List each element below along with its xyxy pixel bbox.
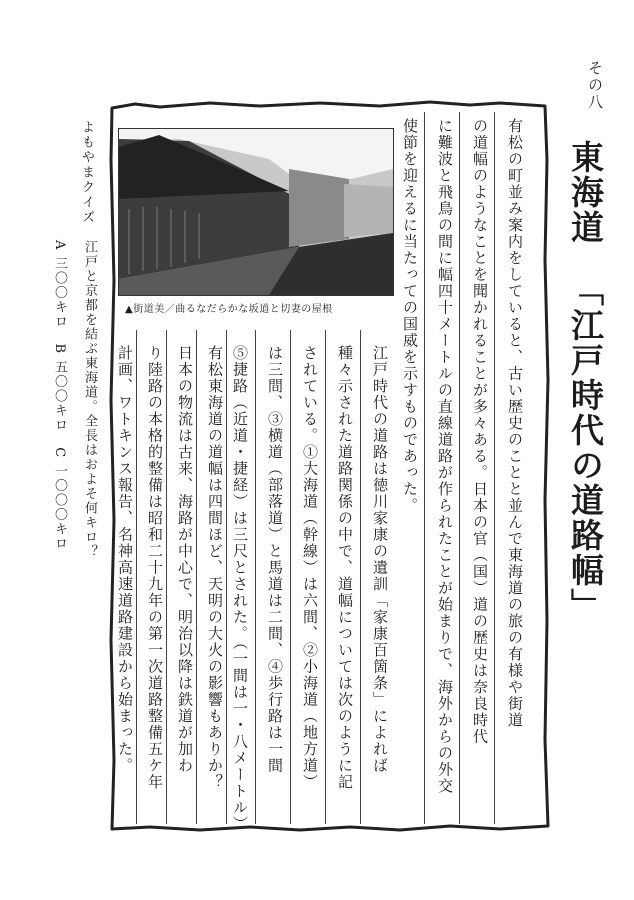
column-rule [290,330,291,824]
column-rule [494,112,495,824]
series-label: その八 [586,60,604,111]
column-rule [325,330,326,824]
body-line: は三間、③横道（部落道）と馬道は二間、④歩行路は一間 [266,345,284,774]
intro-line: 使節を迎えるに当たっての国威を示すものであった。 [401,118,419,514]
column-rule [196,330,197,824]
body-line: されている。①大海道（幹線）は六間、②小海道（地方道） [301,345,319,791]
title-main: 東海道 [566,140,605,245]
body-line: 計画、ワトキンス報告、名神高速道路建設から始まった。 [116,345,134,774]
intro-line: の道幅のようなことを聞かれることが多々ある。日本の官（国）道の歴史は奈良時代 [471,118,489,745]
body-line: ⑤捷路（近道・捷経）は三尺とされた。（一間は一・八メートル） [231,345,249,833]
body-line: 有松東海道の道幅は四間ほど、天明の大火の影響もありか？ [206,345,224,791]
street-photo [118,128,394,296]
quiz-heading: よもやまクイズ [79,120,94,225]
photo-caption: ▲街道美／曲るなだらかな坂道と切妻の屋根 [125,304,333,315]
body-line: 種々示された道路関係の中で、道幅については次のように記 [336,345,354,791]
intro-line: に難波と飛鳥の間に幅四十メートルの直線道路が作られたことが始まりで、海外からの外交 [436,118,454,795]
body-line: り陸路の本格的整備は昭和二十九年の第一次道路整備五ケ年 [146,345,164,791]
intro-line: 有松の町並み案内をしていると、古い歴史のことと並んで東海道の旅の有様や街道 [506,118,524,729]
title-sub: 「江戸時代の道路幅」 [566,272,605,623]
column-rule [255,330,256,824]
column-rule [459,112,460,824]
quiz-question: 江戸と京都を結ぶ東海道。全長はおよそ何キロ？ [82,240,97,559]
quiz-answers: A 三〇〇キロ B 五〇〇キロ C 一〇〇〇キロ [52,240,67,552]
column-rule [226,330,227,824]
body-line: 江戸時代の道路は徳川家康の遺訓「家康百箇条」によれば [371,345,389,774]
column-rule [136,330,137,824]
article-title [567,140,603,623]
column-rule [166,330,167,824]
column-rule [360,330,361,824]
column-rule [424,112,425,824]
body-line: 日本の物流は古来、海路が中心で、明治以降は鉄道が加わ [176,345,194,774]
